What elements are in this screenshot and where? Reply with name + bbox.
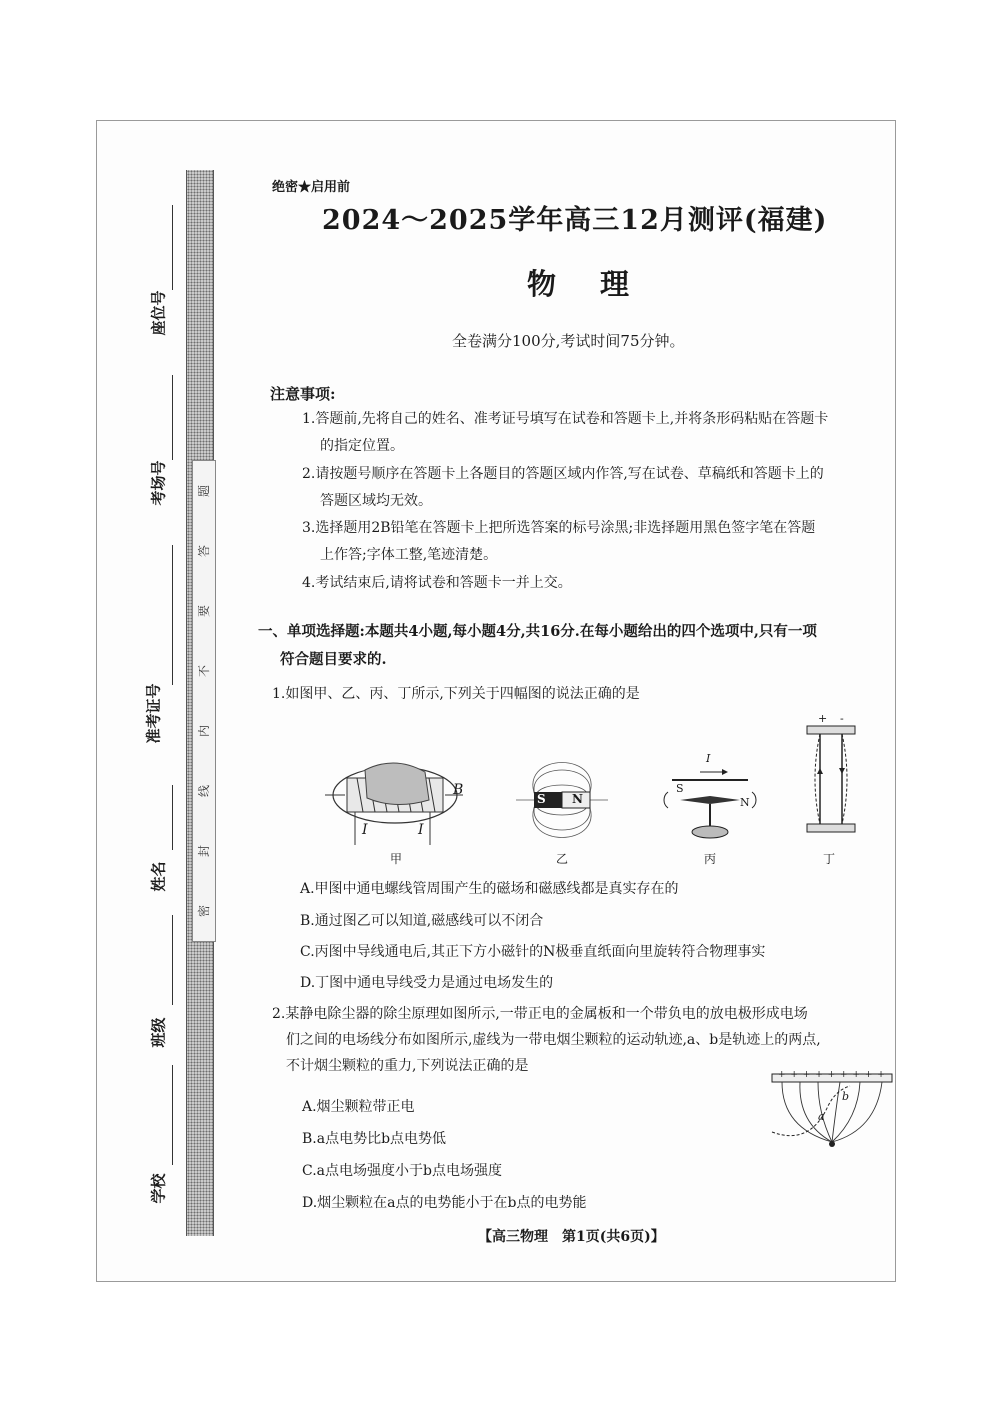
- notice-item: 3.选择题用2B铅笔在答题卡上把所选答案的标号涂黑;非选择题用黑色签字笔在答题: [302, 520, 816, 537]
- seal-char: 封: [196, 844, 211, 858]
- q1-option-a[interactable]: A.甲图中通电螺线管周围产生的磁场和磁感线都是真实存在的: [300, 881, 679, 897]
- subject-title: 物理: [527, 267, 674, 301]
- exam-info: 全卷满分100分,考试时间75分钟。: [452, 332, 685, 350]
- plate-charges: + + + + + + + + +: [778, 1070, 886, 1080]
- page-footer: 【高三物理 第1页(共6页)】: [478, 1229, 665, 1245]
- notice-item: 上作答;字体工整,笔迹清楚。: [320, 547, 498, 564]
- needle-S-label: S: [676, 782, 684, 795]
- needle-N-label: N: [740, 796, 750, 809]
- notice-item: 答题区域均无效。: [320, 492, 432, 509]
- seal-char: 答: [196, 544, 211, 558]
- point-b-label: b: [842, 1090, 850, 1103]
- class-label: 班级: [149, 1017, 168, 1048]
- fill-line-class[interactable]: [172, 915, 173, 1005]
- exam-room-label: 考场号: [149, 460, 168, 506]
- figure-solenoid: [325, 750, 465, 850]
- seal-char: 密: [196, 904, 211, 918]
- q2-option-c[interactable]: C.a点电场强度小于b点电场强度: [302, 1163, 502, 1179]
- magnet-S-label: S: [537, 792, 546, 806]
- fill-line-room[interactable]: [172, 375, 173, 460]
- fill-line-school[interactable]: [172, 1065, 173, 1165]
- name-label: 姓名: [149, 861, 168, 892]
- figure-bar-magnet: [512, 750, 612, 850]
- q2-stem-line: 们之间的电场线分布如图所示,虚线为一带电烟尘颗粒的运动轨迹,a、b是轨迹上的两点,: [286, 1031, 821, 1048]
- seal-char: 不: [196, 664, 211, 678]
- exam-title: 2024～2025学年高三12月测评(福建): [322, 205, 828, 236]
- notice-item: 2.请按题号顺序在答题卡上各题目的答题区域内作答,写在试卷、草稿纸和答题卡上的: [302, 465, 824, 482]
- section-heading: [258, 618, 817, 673]
- seal-char: 要: [196, 604, 211, 618]
- label-B: B: [453, 782, 464, 798]
- notice-heading: 注意事项:: [270, 385, 336, 403]
- question-1-stem: 1.如图甲、乙、丙、丁所示,下列关于四幅图的说法正确的是: [272, 686, 640, 702]
- figure-parallel-wires: [802, 724, 862, 844]
- q2-option-b[interactable]: B.a点电势比b点电势低: [302, 1131, 447, 1147]
- notice-item: 4.考试结束后,请将试卷和答题卡一并上交。: [302, 574, 572, 591]
- q1-option-c[interactable]: C.丙图中导线通电后,其正下方小磁针的N极垂直纸面向里旋转符合物理事实: [300, 944, 766, 960]
- seal-char: 线: [196, 784, 211, 798]
- label-I-right: I: [418, 822, 424, 838]
- point-a-label: a: [818, 1110, 825, 1123]
- q2-option-a[interactable]: A.烟尘颗粒带正电: [302, 1099, 415, 1115]
- section-heading-line: 一、单项选择题:本题共4小题,每小题4分,共16分.在每小题给出的四个选项中,只有一项: [258, 623, 817, 640]
- notice-list: [302, 406, 902, 597]
- label-I-left: I: [362, 822, 368, 838]
- q2-stem-line: 不计烟尘颗粒的重力,下列说法正确的是: [286, 1057, 529, 1074]
- current-I-label: I: [706, 752, 711, 765]
- magnet-N-label: N: [572, 792, 583, 806]
- caption-bing: 丙: [703, 852, 716, 866]
- figure-electrostatic-precipitator: [770, 1068, 894, 1153]
- seat-number-label: 座位号: [149, 290, 168, 336]
- caption-ding: 丁: [822, 852, 835, 866]
- question-2-stem: [272, 1002, 821, 1080]
- section-heading-line: 符合题目要求的.: [280, 650, 387, 668]
- q1-option-d[interactable]: D.丁图中通电导线受力是通过电场发生的: [300, 975, 554, 991]
- seal-line-box: [192, 460, 216, 942]
- caption-yi: 乙: [555, 852, 568, 866]
- fill-line-name[interactable]: [172, 785, 173, 850]
- q2-option-d[interactable]: D.烟尘颗粒在a点的电势能小于在b点的电势能: [302, 1195, 587, 1211]
- notice-item: 1.答题前,先将自己的姓名、准考证号填写在试卷和答题卡上,并将条形码粘贴在答题卡: [302, 411, 829, 427]
- fill-line-seat[interactable]: [172, 205, 173, 290]
- q2-stem-line: 2.某静电除尘器的除尘原理如图所示,一带正电的金属板和一个带负电的放电极形成电场: [272, 1006, 808, 1022]
- confidential-mark: 绝密★启用前: [272, 180, 351, 195]
- fill-line-ticket[interactable]: [172, 545, 173, 685]
- notice-item: 的指定位置。: [320, 438, 404, 455]
- school-label: 学校: [149, 1173, 168, 1204]
- ticket-number-label: [143, 718, 164, 744]
- caption-jia: 甲: [389, 852, 402, 866]
- terminal-minus: -: [840, 712, 844, 725]
- terminal-plus: +: [818, 712, 828, 725]
- q1-option-b[interactable]: B.通过图乙可以知道,磁感线可以不闭合: [300, 913, 544, 929]
- seal-char: 内: [196, 724, 211, 738]
- seal-char: 题: [196, 484, 211, 498]
